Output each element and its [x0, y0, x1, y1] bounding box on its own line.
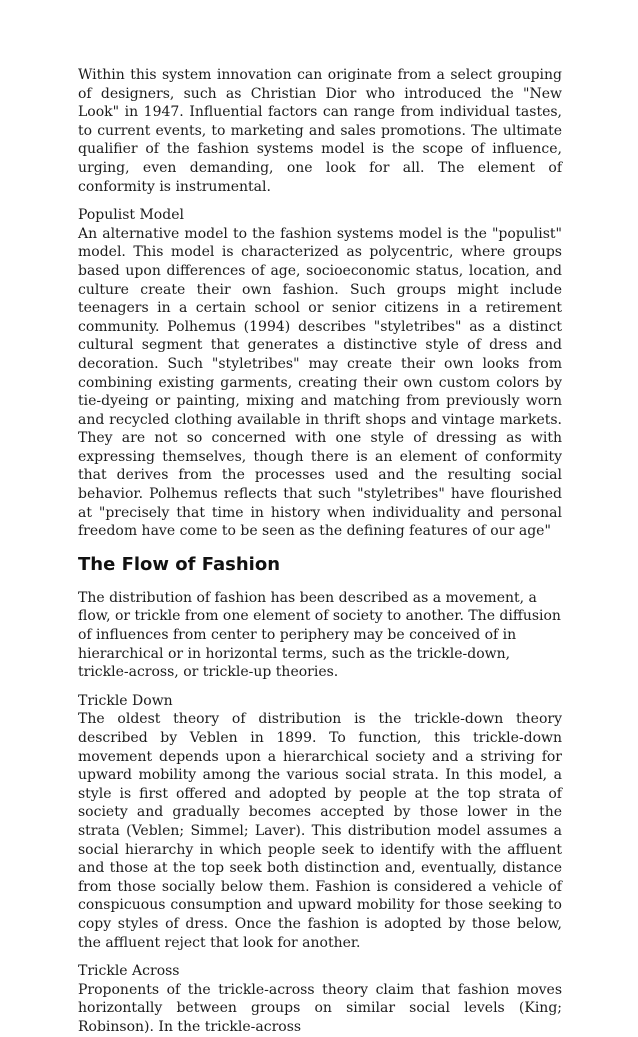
subheading-trickle-across: Trickle Across — [78, 963, 180, 980]
paragraph-fashion-systems: Within this system innovation can originate from a select grouping of designers, such as Christian Dior who introduced the "New Look" in 1947. Influential factors can range from individual tastes, to current events, to marketing and sales promotions. The ultimate qualifier of the fashion systems model is the scope of influence, urging, even demanding, one look for all. The element of conformity is instrumental. — [78, 67, 562, 195]
paragraph-trickle-across: Proponents of the trickle-across theory claim that fashion moves horizontally between groups on similar social levels (King; Robinson). In the trickle-across — [78, 981, 562, 1035]
subheading-trickle-down: Trickle Down — [78, 692, 173, 709]
paragraph-flow-intro: The distribution of fashion has been described as a movement, a flow, or trickle from one element of society to another. The diffusion of influences from center to periphery may be conceived of in hierarchical or in horizontal terms, such as the trickle-down, trickle-across, or trickle-up theories. — [78, 589, 561, 681]
paragraph-populist-model: An alternative model to the fashion systems model is the "populist" model. This model is characterized as polycentric, where groups based upon differences of age, socioeconomic status, location, and culture create their own fashion. Such groups might include teenagers in a certain school or senior citizens in a retirement community. Polhemus (1994) describes "styletribes" as a distinct cultural segment that generates a distinctive style of dress and decoration. Such "styletribes" may create their own looks from combining existing garments, creating their own custom colors by tie-dyeing or painting, mixing and matching from previously worn and recycled clothing available in thrift shops and vintage markets. They are not so concerned with one style of dressing as with expressing themselves, though there is an element of conformity that derives from the processes used and the resulting social behavior. Polhemus reflects that such "styletribes" have flourished at "precisely that time in history when individuality and personal freedom have come to be seen as the defining features of our age" — [78, 225, 562, 540]
document-page — [78, 66, 562, 1037]
paragraph-trickle-down: The oldest theory of distribution is the trickle-down theory described by Veblen in 1899. To function, this trickle-down movement depends upon a hierarchical society and a striving for upward mobility among the various social strata. In this model, a style is first offered and adopted by people at the top strata of society and gradually becomes accepted by those lower in the strata (Veblen; Simmel; Laver). This distribution model assumes a social hierarchy in which people seek to identify with the affluent and those at the top seek both distinction and, eventually, distance from those socially below them. Fashion is considered a vehicle of conspicuous consumption and upward mobility for those seeking to copy styles of dress. Once the fashion is adopted by those below, the affluent reject that look for another. — [78, 711, 562, 951]
subheading-populist-model: Populist Model — [78, 207, 184, 224]
section-heading-flow-of-fashion: The Flow of Fashion — [78, 553, 281, 575]
